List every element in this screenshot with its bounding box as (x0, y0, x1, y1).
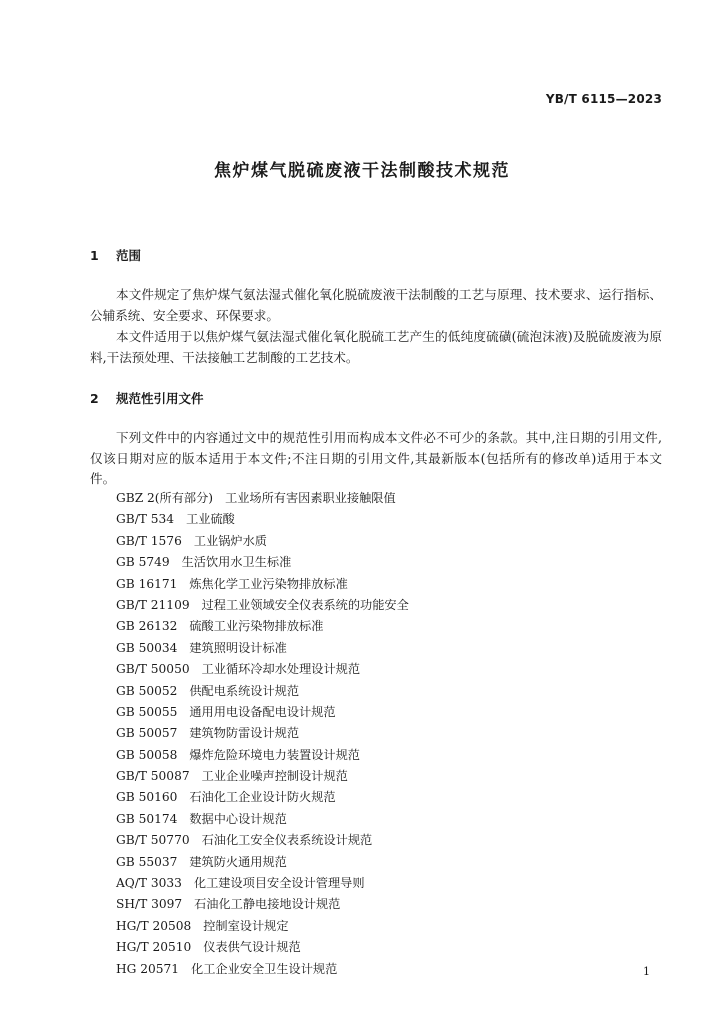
section-1-title: 范围 (116, 248, 142, 263)
reference-title: 建筑物防雷设计规范 (189, 726, 300, 741)
reference-code: GB 26132 (116, 619, 178, 634)
reference-code: GB/T 50770 (116, 833, 190, 848)
list-item (116, 681, 409, 702)
section-1-paragraph-1: 本文件规定了焦炉煤气氨法湿式催化氧化脱硫废液干法制酸的工艺与原理、技术要求、运行指标、公辅系统、安全要求、环保要求。 (90, 287, 662, 323)
list-item (116, 959, 409, 980)
list-item (116, 488, 409, 509)
reference-code: GB/T 50050 (116, 662, 190, 677)
list-item (116, 595, 409, 616)
section-2-title: 规范性引用文件 (116, 391, 204, 406)
list-item (116, 916, 409, 937)
reference-code: AQ/T 3033 (116, 876, 182, 891)
reference-title: 建筑照明设计标准 (189, 640, 287, 655)
reference-title: 爆炸危险环境电力装置设计规范 (189, 747, 360, 762)
list-item (116, 830, 409, 851)
reference-title: 石油化工安全仪表系统设计规范 (201, 833, 373, 848)
reference-code: GB/T 21109 (116, 597, 190, 612)
reference-code: HG/T 20508 (116, 918, 192, 933)
list-item (116, 552, 409, 573)
list-item (116, 745, 409, 766)
reference-title: 通用用电设备配电设计规范 (189, 704, 336, 719)
page-number: 1 (643, 965, 650, 978)
section-1-heading (90, 246, 141, 264)
reference-title: 工业企业噪声控制设计规范 (201, 769, 348, 784)
list-item (116, 894, 409, 915)
reference-title: 工业循环冷却水处理设计规范 (201, 662, 361, 677)
reference-code: GB/T 534 (116, 512, 175, 527)
reference-code: GBZ 2(所有部分) (116, 491, 214, 505)
reference-code: GB 55037 (116, 854, 178, 869)
reference-title: 供配电系统设计规范 (189, 683, 300, 698)
list-item (116, 659, 409, 680)
reference-code: GB/T 1576 (116, 533, 182, 548)
list-item (116, 638, 409, 659)
reference-title: 控制室设计规定 (203, 918, 289, 933)
list-item (116, 852, 409, 873)
reference-title: 硫酸工业污染物排放标准 (189, 619, 324, 634)
reference-title: 化工企业安全卫生设计规范 (191, 961, 338, 976)
standard-code: YB/T 6115—2023 (545, 92, 662, 106)
list-item (116, 809, 409, 830)
list-item (116, 723, 409, 744)
reference-code: GB 50160 (116, 790, 178, 805)
list-item (116, 937, 409, 958)
reference-code: GB 5749 (116, 555, 170, 570)
list-item (116, 766, 409, 787)
section-1-number: 1 (90, 248, 99, 263)
reference-code: SH/T 3097 (116, 897, 183, 912)
reference-code: GB 50058 (116, 747, 178, 762)
reference-code: GB 50055 (116, 704, 178, 719)
list-item (116, 616, 409, 637)
reference-code: GB 50057 (116, 726, 178, 741)
section-2-paragraph-1: 下列文件中的内容通过文中的规范性引用而构成本文件必不可少的条款。其中,注日期的引用文件,仅该日期对应的版本适用于本文件;不注日期的引用文件,其最新版本(包括所有的修改单)适用于本文件。 (90, 430, 662, 486)
list-item (116, 531, 409, 552)
reference-code: GB/T 50087 (116, 769, 190, 784)
reference-code: GB 50052 (116, 683, 178, 698)
reference-title: 化工建设项目安全设计管理导则 (193, 876, 365, 891)
reference-title: 过程工业领域安全仪表系统的功能安全 (201, 597, 409, 612)
document-title: 焦炉煤气脱硫废液干法制酸技术规范 (214, 161, 510, 181)
reference-code: HG/T 20510 (116, 940, 192, 955)
list-item (116, 787, 409, 808)
reference-code: GB 50174 (116, 811, 178, 826)
reference-title: 工业场所有害因素职业接触限值 (225, 491, 396, 505)
reference-code: HG 20571 (116, 961, 180, 976)
section-2-heading (90, 389, 204, 407)
reference-title: 仪表供气设计规范 (203, 940, 301, 955)
list-item (116, 873, 409, 894)
reference-title: 工业锅炉水质 (193, 533, 267, 548)
reference-title: 生活饮用水卫生标准 (181, 555, 292, 570)
reference-title: 石油化工静电接地设计规范 (194, 897, 341, 912)
normative-references-list (116, 488, 409, 980)
list-item (116, 702, 409, 723)
reference-title: 石油化工企业设计防火规范 (189, 790, 336, 805)
reference-code: GB 50034 (116, 640, 178, 655)
reference-title: 工业硫酸 (186, 512, 235, 527)
reference-title: 炼焦化学工业污染物排放标准 (189, 576, 348, 591)
reference-code: GB 16171 (116, 576, 178, 591)
section-1-paragraph-2: 本文件适用于以焦炉煤气氨法湿式催化氧化脱硫工艺产生的低纯度硫磺(硫泡沫液)及脱硫废液为原料,干法预处理、干法接触工艺制酸的工艺技术。 (90, 329, 662, 365)
section-2-number: 2 (90, 391, 99, 406)
reference-title: 数据中心设计规范 (189, 811, 287, 826)
reference-title: 建筑防火通用规范 (189, 854, 287, 869)
list-item (116, 574, 409, 595)
list-item (116, 509, 409, 530)
